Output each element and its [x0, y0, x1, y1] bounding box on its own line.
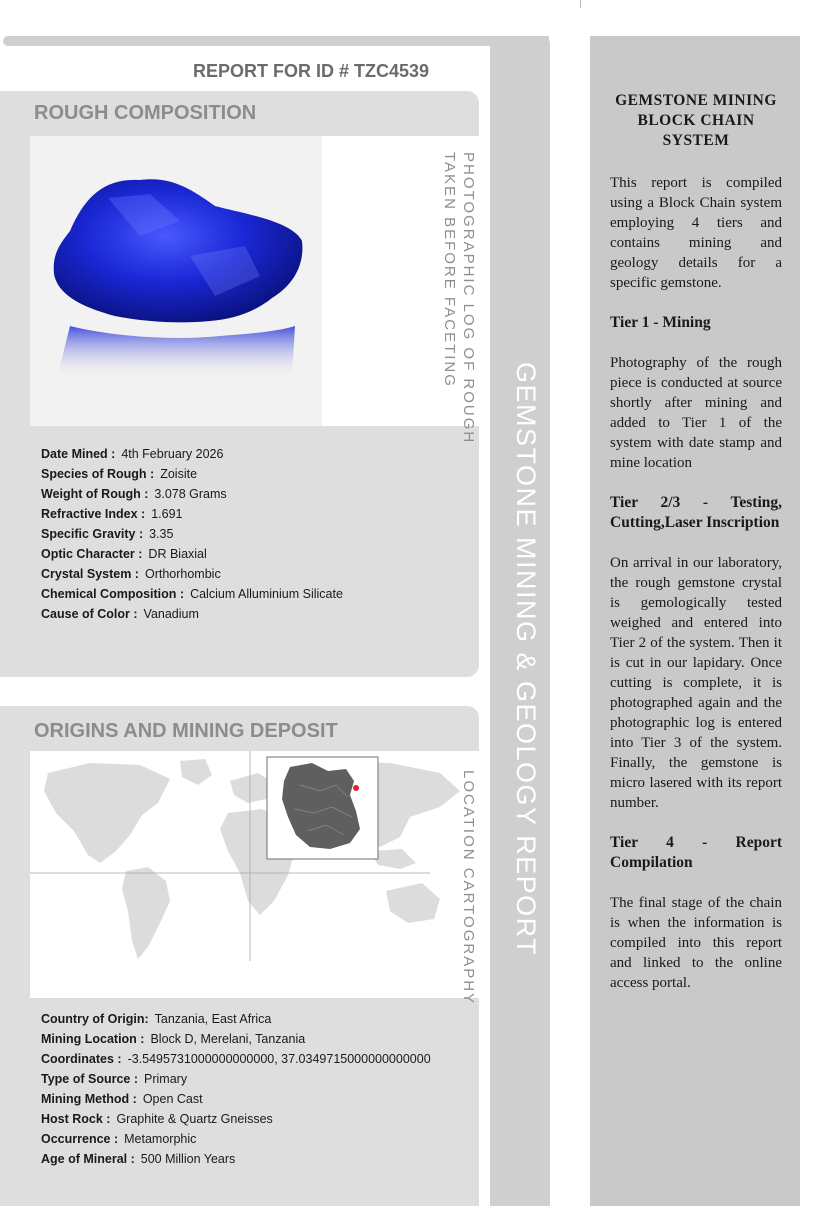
- field-label: Occurrence :: [41, 1132, 119, 1146]
- field-label: Mining Location :: [41, 1032, 145, 1046]
- header-bar: [3, 36, 549, 46]
- sidebar-heading: GEMSTONE MINING BLOCK CHAIN SYSTEM: [615, 92, 777, 149]
- field-label: Date Mined :: [41, 447, 116, 461]
- field-label: Chemical Composition :: [41, 587, 185, 601]
- field-value: Orthorhombic: [144, 567, 221, 581]
- map-graphic: [30, 751, 479, 998]
- tier1-title: Tier 1 - Mining: [610, 314, 711, 331]
- date-mined-row: [41, 444, 343, 464]
- field-label: Type of Source :: [41, 1072, 139, 1086]
- coordinates-row: [41, 1049, 431, 1069]
- field-value: Block D, Merelani, Tanzania: [150, 1032, 306, 1046]
- rough-composition-title: ROUGH COMPOSITION: [34, 102, 257, 124]
- sidebar-text: [610, 91, 782, 1013]
- field-value: Primary: [144, 1072, 188, 1086]
- origin-details-list: [41, 1009, 431, 1169]
- field-value: 3.078 Grams: [154, 487, 227, 501]
- location-marker-icon: [353, 785, 359, 791]
- field-value: DR Biaxial: [148, 547, 207, 561]
- rough-gem-photo: [30, 136, 322, 426]
- photo-caption-line2: TAKEN BEFORE FACETING: [441, 152, 458, 388]
- field-label: Country of Origin:: [41, 1012, 149, 1026]
- field-value: Open Cast: [142, 1092, 203, 1106]
- field-value: -3.5495731000000000000, 37.0349715000000000000: [127, 1052, 431, 1066]
- field-label: Coordinates :: [41, 1052, 122, 1066]
- rough-details-list: [41, 444, 343, 624]
- tier23-title: Tier 2/3 - Testing, Cutting,Laser Inscription: [610, 494, 782, 531]
- field-value: 3.35: [149, 527, 174, 541]
- field-label: Weight of Rough :: [41, 487, 149, 501]
- specific-gravity-row: [41, 524, 343, 544]
- origins-title: ORIGINS AND MINING DEPOSIT: [34, 720, 338, 742]
- weight-row: [41, 484, 343, 504]
- host-rock-row: [41, 1109, 431, 1129]
- sidebar-intro: This report is compiled using a Block Chain system employing 4 tiers and contains mining and geology details for a specific gemstone.: [610, 175, 782, 291]
- tier23-text: On arrival in our laboratory, the rough gemstone crystal is gemologically tested weighed and entered into Tier 2 of the system. Then it is cut in our lapidary. Once cutting is complete, it is photographed again and the photographic log is entered into Tier 3 of the system. Finally, the gemstone is micro lasered with its report number.: [610, 555, 782, 811]
- map-caption: LOCATION CARTOGRAPHY: [460, 770, 477, 1006]
- field-value: 500 Million Years: [140, 1152, 236, 1166]
- species-row: [41, 464, 343, 484]
- crystal-system-row: [41, 564, 343, 584]
- optic-character-row: [41, 544, 343, 564]
- country-row: [41, 1009, 431, 1029]
- field-value: Zoisite: [160, 467, 198, 481]
- field-label: Refractive Index :: [41, 507, 146, 521]
- field-label: Host Rock :: [41, 1112, 111, 1126]
- field-label: Mining Method :: [41, 1092, 137, 1106]
- refractive-index-row: [41, 504, 343, 524]
- report-id: REPORT FOR ID # TZC4539: [193, 61, 430, 81]
- field-label: Species of Rough :: [41, 467, 155, 481]
- occurrence-row: [41, 1129, 431, 1149]
- field-label: Optic Character :: [41, 547, 143, 561]
- field-value: 4th February 2026: [121, 447, 224, 461]
- field-value: 1.691: [151, 507, 183, 521]
- tier4-text: The final stage of the chain is when the information is compiled into this report and linked to the online access portal.: [610, 895, 782, 991]
- field-label: Age of Mineral :: [41, 1152, 135, 1166]
- spine-title: GEMSTONE MINING & GEOLOGY REPORT: [511, 362, 541, 957]
- field-value: Tanzania, East Africa: [154, 1012, 272, 1026]
- field-value: Metamorphic: [124, 1132, 197, 1146]
- field-value: Graphite & Quartz Gneisses: [116, 1112, 273, 1126]
- top-divider-mark: [580, 0, 581, 8]
- mineral-age-row: [41, 1149, 431, 1169]
- cause-of-color-row: [41, 604, 343, 624]
- world-map: [30, 751, 479, 998]
- source-type-row: [41, 1069, 431, 1089]
- gem-image: [30, 136, 322, 426]
- mining-method-row: [41, 1089, 431, 1109]
- field-value: Calcium Alluminium Silicate: [190, 587, 343, 601]
- tier1-text: Photography of the rough piece is conducted at source shortly after mining and added to Tier 1 of the system with date stamp and mine location: [610, 355, 782, 471]
- field-label: Crystal System :: [41, 567, 139, 581]
- mining-location-row: [41, 1029, 431, 1049]
- field-label: Specific Gravity :: [41, 527, 144, 541]
- chemical-composition-row: [41, 584, 343, 604]
- photo-caption-line1: PHOTOGRAPHIC LOG OF ROUGH: [460, 152, 477, 445]
- field-value: Vanadium: [143, 607, 199, 621]
- field-label: Cause of Color :: [41, 607, 138, 621]
- continents: [44, 759, 460, 959]
- tier4-title: Tier 4 - Report Compilation: [610, 834, 782, 871]
